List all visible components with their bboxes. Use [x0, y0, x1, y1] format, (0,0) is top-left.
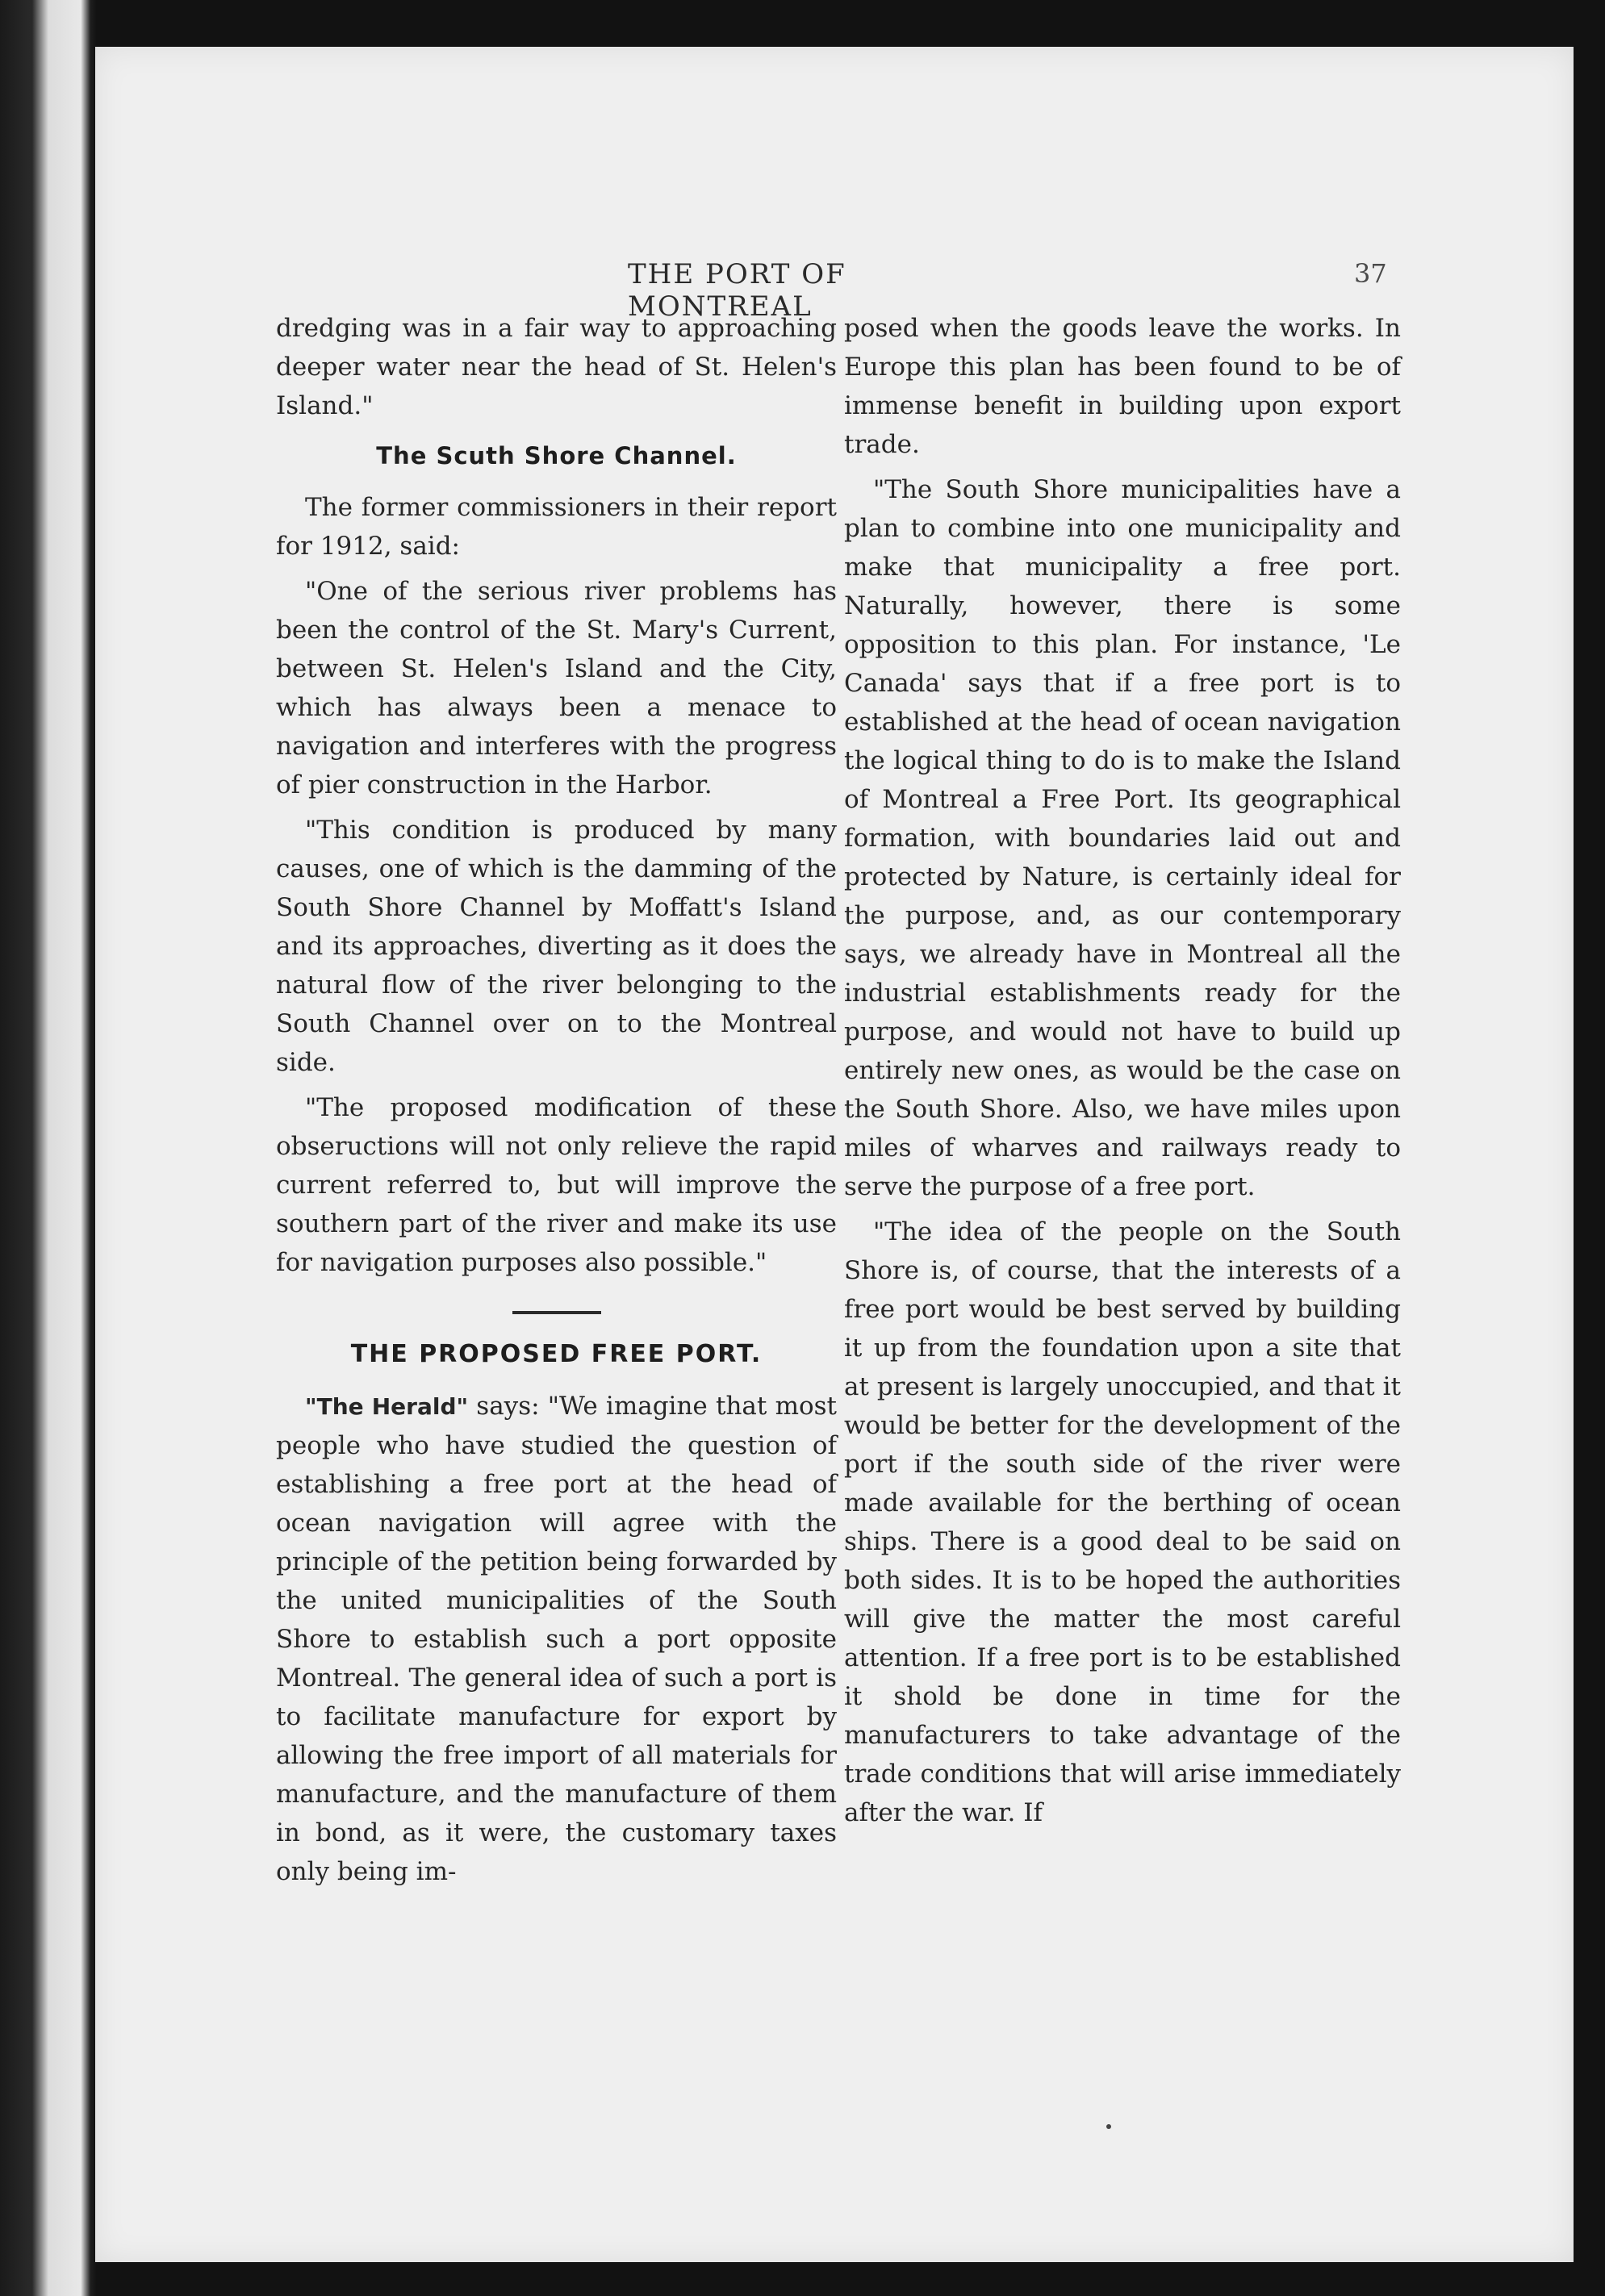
paragraph: "The South Shore municipalities have a plan to combine into one municipality and make that municipality a free port. Naturally, however, there is some opposition to this plan. For instance, 'Le Canada' says that if a free port is to established at the head of ocean navigation the logical thing to do is to make the Island of Montreal a Free Port. Its geographical formation, with boundaries laid out and protected by Nature, is certainly ideal for the purpose, and, as our contemporary says, we already have in Montreal all the industrial establishments ready for the purpose, and would not have to build up entirely new ones, as would be the case on the South Shore. Also, we have miles upon miles of wharves and railways ready to serve the purpose of a free port. [844, 475, 1401, 1201]
section-heading-free-port: THE PROPOSED FREE PORT. [350, 1340, 763, 1368]
paragraph-text: says: "We imagine that most people who have studied the question of establishing a free port at the head of ocean navigation will agree with the principle of the petition being forwarded by the united municipalities of the South Shore to establish such a port opposite Montreal. The general idea of such a port is to facilitate manufacture for export by allowing the free import of all materials for manufacture, and the manufacture of them in bond, as it were, the customary taxes only being im- [276, 1392, 837, 1886]
running-header [95, 258, 1574, 323]
paragraph: "The idea of the people on the South Shore is, of course, that the interests of a free port would be best served by building it up from the foundation upon a site that at present is largely unoccupied, and that it would be better for the development of the port if the south side of the river were made available for the berthing of ocean ships. There is a good deal to be said on both sides. It is to be hoped the authorities will give the matter the most careful attention. If a free port is to be established it shold be done in time for the manufacturers to take advantage of the trade conditions that will arise immediately after the war. If [844, 1217, 1401, 1827]
herald-label: "The Herald" [305, 1393, 469, 1420]
paragraph: "The proposed modification of these obseructions will not only relieve the rapid current referred to, but will improve the southern part of the river and make its use for navigation purposes also possible." [276, 1093, 837, 1277]
section-heading-south-shore-channel: The Scuth Shore Channel. [376, 442, 737, 470]
paragraph: dredging was in a fair way to approaching deeper water near the head of St. Helen's Island." [276, 314, 837, 420]
paragraph: posed when the goods leave the works. In Europe this plan has been found to be of immense benefit in building upon export trade. [844, 314, 1401, 459]
document-page [95, 47, 1574, 2262]
right-column [844, 309, 1401, 1839]
ink-speck [1106, 2124, 1111, 2129]
scan-binding-edge [0, 0, 97, 2296]
paragraph: "One of the serious river problems has been the control of the St. Mary's Current, between St. Helen's Island and the City, which has always been a menace to navigation and interferes with the progress of pier construction in the Harbor. [276, 577, 837, 799]
section-divider [512, 1311, 601, 1314]
paragraph: The former commissioners in their report for 1912, said: [276, 493, 837, 561]
paragraph: "This condition is produced by many causes, one of which is the damming of the South Shore Channel by Moffatt's Island and its approaches, diverting as it does the natural flow of the river belonging to the South Channel over on to the Montreal side. [276, 816, 837, 1077]
left-column [276, 309, 837, 1897]
running-title: THE PORT OF MONTREAL [628, 258, 846, 323]
page-number: 37 [1354, 258, 1387, 289]
paragraph-herald [276, 1387, 837, 1891]
